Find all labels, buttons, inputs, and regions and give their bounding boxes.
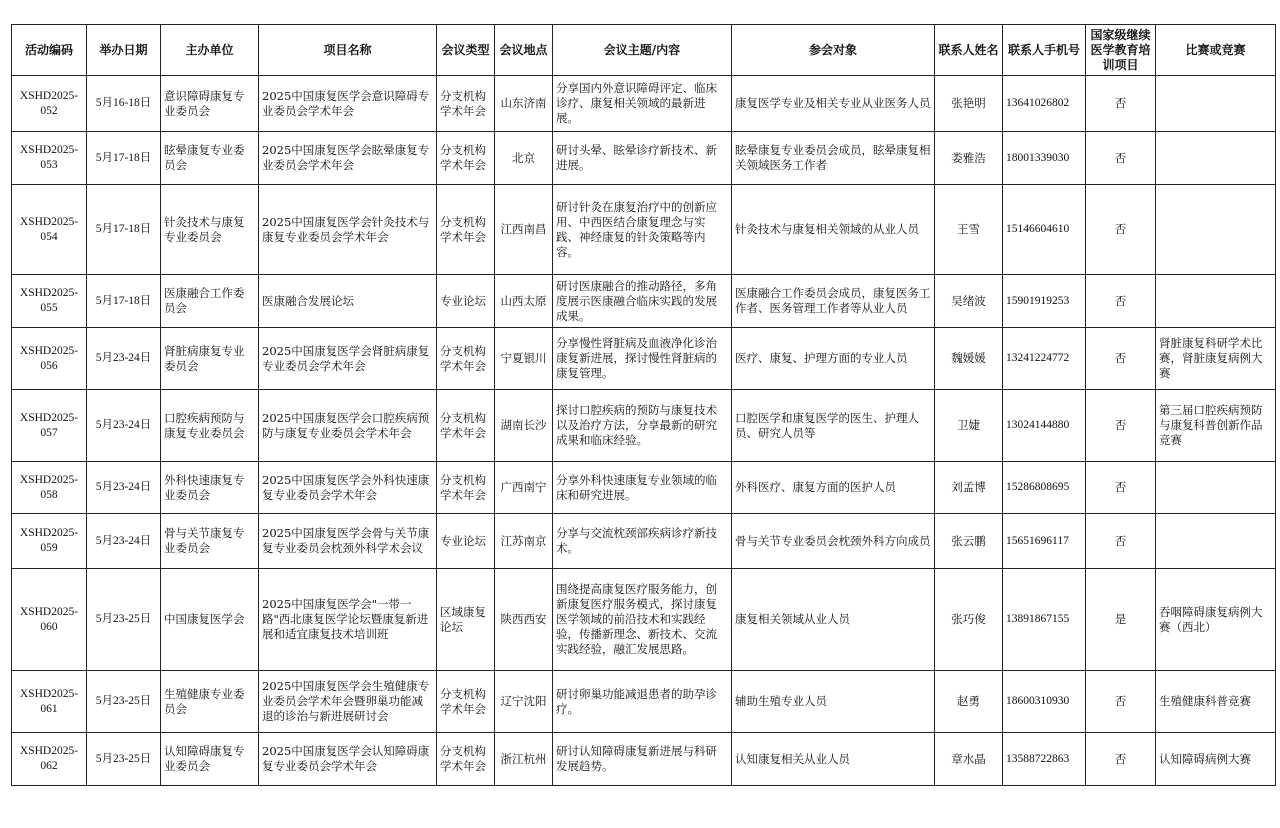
meeting-place: 辽宁沈阳 — [495, 671, 553, 733]
activity-code: XSHD2025-054 — [12, 185, 87, 275]
organizer: 医康融合工作委员会 — [161, 275, 259, 328]
meeting-place: 广西南宁 — [495, 462, 553, 514]
contest — [1156, 462, 1276, 514]
table-row — [12, 733, 1276, 786]
table-row — [12, 390, 1276, 462]
contact-name: 章水晶 — [935, 733, 1003, 786]
activity-code: XSHD2025-057 — [12, 390, 87, 462]
activity-code: XSHD2025-061 — [12, 671, 87, 733]
meeting-theme: 分享与交流枕颈部疾病诊疗新技术。 — [553, 514, 732, 569]
project-name: 2025中国康复医学会生殖健康专业委员会学术年会暨卵巢功能减退的诊治与新进展研讨会 — [259, 671, 437, 733]
header-type: 会议类型 — [437, 25, 495, 76]
meeting-theme: 研讨医康融合的推动路径，多角度展示医康融合临床实践的发展成果。 — [553, 275, 732, 328]
meeting-place: 湖南长沙 — [495, 390, 553, 462]
project-name: 2025中国康复医学会针灸技术与康复专业委员会学术年会 — [259, 185, 437, 275]
audience: 针灸技术与康复相关领域的从业人员 — [732, 185, 935, 275]
meeting-type: 分支机构学术年会 — [437, 671, 495, 733]
activity-code: XSHD2025-060 — [12, 569, 87, 671]
header-cme: 国家级继续医学教育培训项目 — [1086, 25, 1156, 76]
table-row — [12, 76, 1276, 132]
meeting-type: 分支机构学术年会 — [437, 185, 495, 275]
contact-phone: 13241224772 — [1003, 328, 1086, 390]
meeting-place: 浙江杭州 — [495, 733, 553, 786]
organizer: 中国康复医学会 — [161, 569, 259, 671]
project-name: 2025中国康复医学会"一带一路"西北康复医学论坛暨康复新进展和适宜康复技术培训班 — [259, 569, 437, 671]
contest — [1156, 185, 1276, 275]
activity-code: XSHD2025-056 — [12, 328, 87, 390]
meeting-theme: 围绕提高康复医疗服务能力，创新康复医疗服务模式，探讨康复医学领域的前沿技术和实践经验，传播新理念、新技术、交流实践经验，融汇发展思路。 — [553, 569, 732, 671]
contest — [1156, 132, 1276, 185]
cme-flag: 否 — [1086, 671, 1156, 733]
contest: 肾脏康复科研学术比赛，肾脏康复病例大赛 — [1156, 328, 1276, 390]
cme-flag: 否 — [1086, 514, 1156, 569]
audience: 骨与关节专业委员会枕颈外科方向成员 — [732, 514, 935, 569]
organizer: 认知障碍康复专业委员会 — [161, 733, 259, 786]
meeting-type: 分支机构学术年会 — [437, 76, 495, 132]
table-row — [12, 671, 1276, 733]
contest: 吞咽障碍康复病例大赛（西北） — [1156, 569, 1276, 671]
event-date: 5月17-18日 — [87, 185, 161, 275]
header-organizer: 主办单位 — [161, 25, 259, 76]
header-theme: 会议主题/内容 — [553, 25, 732, 76]
cme-flag: 否 — [1086, 275, 1156, 328]
organizer: 意识障碍康复专业委员会 — [161, 76, 259, 132]
table-row — [12, 275, 1276, 328]
event-date: 5月23-25日 — [87, 671, 161, 733]
header-contact: 联系人姓名 — [935, 25, 1003, 76]
contact-name: 卫婕 — [935, 390, 1003, 462]
audience: 医疗、康复、护理方面的专业人员 — [732, 328, 935, 390]
meeting-type: 分支机构学术年会 — [437, 132, 495, 185]
organizer: 生殖健康专业委员会 — [161, 671, 259, 733]
event-date: 5月23-25日 — [87, 733, 161, 786]
contact-phone: 18600310930 — [1003, 671, 1086, 733]
meeting-place: 陕西西安 — [495, 569, 553, 671]
project-name: 2025中国康复医学会肾脏病康复专业委员会学术年会 — [259, 328, 437, 390]
cme-flag: 是 — [1086, 569, 1156, 671]
project-name: 医康融合发展论坛 — [259, 275, 437, 328]
audience: 康复医学专业及相关专业从业医务人员 — [732, 76, 935, 132]
meeting-theme: 研讨认知障碍康复新进展与科研发展趋势。 — [553, 733, 732, 786]
audience: 康复相关领域从业人员 — [732, 569, 935, 671]
project-name: 2025中国康复医学会认知障碍康复专业委员会学术年会 — [259, 733, 437, 786]
header-date: 举办日期 — [87, 25, 161, 76]
contest: 第三届口腔疾病预防与康复科普创新作品竞赛 — [1156, 390, 1276, 462]
table-header-row — [12, 25, 1276, 76]
meeting-type: 分支机构学术年会 — [437, 733, 495, 786]
audience: 医康融合工作委员会成员，康复医务工作者、医务管理工作者等从业人员 — [732, 275, 935, 328]
meeting-type: 区域康复论坛 — [437, 569, 495, 671]
event-date: 5月23-24日 — [87, 390, 161, 462]
contest — [1156, 76, 1276, 132]
cme-flag: 否 — [1086, 132, 1156, 185]
project-name: 2025中国康复医学会意识障碍专业委员会学术年会 — [259, 76, 437, 132]
contact-phone: 13588722863 — [1003, 733, 1086, 786]
contact-name: 刘孟博 — [935, 462, 1003, 514]
contact-phone: 15651696117 — [1003, 514, 1086, 569]
header-project: 项目名称 — [259, 25, 437, 76]
meeting-place: 江西南昌 — [495, 185, 553, 275]
contact-name: 张艳明 — [935, 76, 1003, 132]
organizer: 眩晕康复专业委员会 — [161, 132, 259, 185]
meeting-type: 专业论坛 — [437, 514, 495, 569]
audience: 口腔医学和康复医学的医生、护理人员、研究人员等 — [732, 390, 935, 462]
event-date: 5月16-18日 — [87, 76, 161, 132]
table-row — [12, 328, 1276, 390]
organizer: 骨与关节康复专业委员会 — [161, 514, 259, 569]
event-schedule-table — [11, 24, 1276, 786]
meeting-theme: 探讨口腔疾病的预防与康复技术以及治疗方法，分享最新的研究成果和临床经验。 — [553, 390, 732, 462]
audience: 外科医疗、康复方面的医护人员 — [732, 462, 935, 514]
event-date: 5月23-25日 — [87, 569, 161, 671]
header-place: 会议地点 — [495, 25, 553, 76]
project-name: 2025中国康复医学会外科快速康复专业委员会学术年会 — [259, 462, 437, 514]
contact-name: 张巧俊 — [935, 569, 1003, 671]
contact-name: 王雪 — [935, 185, 1003, 275]
table-row — [12, 132, 1276, 185]
contact-name: 赵勇 — [935, 671, 1003, 733]
activity-code: XSHD2025-062 — [12, 733, 87, 786]
contact-name: 魏媛媛 — [935, 328, 1003, 390]
meeting-theme: 分享国内外意识障碍评定、临床诊疗、康复相关领域的最新进展。 — [553, 76, 732, 132]
activity-code: XSHD2025-053 — [12, 132, 87, 185]
contest — [1156, 514, 1276, 569]
meeting-place: 江苏南京 — [495, 514, 553, 569]
project-name: 2025中国康复医学会眩晕康复专业委员会学术年会 — [259, 132, 437, 185]
table-row — [12, 185, 1276, 275]
cme-flag: 否 — [1086, 733, 1156, 786]
audience: 认知康复相关从业人员 — [732, 733, 935, 786]
organizer: 外科快速康复专业委员会 — [161, 462, 259, 514]
contact-phone: 13641026802 — [1003, 76, 1086, 132]
meeting-type: 分支机构学术年会 — [437, 328, 495, 390]
contact-name: 吴绪波 — [935, 275, 1003, 328]
meeting-theme: 分享慢性肾脏病及血液净化诊治康复新进展，探讨慢性肾脏病的康复管理。 — [553, 328, 732, 390]
contact-name: 张云鹏 — [935, 514, 1003, 569]
organizer: 肾脏病康复专业委员会 — [161, 328, 259, 390]
table-body — [12, 76, 1276, 786]
contest: 生殖健康科普竞赛 — [1156, 671, 1276, 733]
event-date: 5月23-24日 — [87, 462, 161, 514]
cme-flag: 否 — [1086, 185, 1156, 275]
contact-name: 娄雅浩 — [935, 132, 1003, 185]
activity-code: XSHD2025-055 — [12, 275, 87, 328]
activity-code: XSHD2025-059 — [12, 514, 87, 569]
contact-phone: 15901919253 — [1003, 275, 1086, 328]
event-date: 5月17-18日 — [87, 275, 161, 328]
meeting-type: 分支机构学术年会 — [437, 390, 495, 462]
event-date: 5月23-24日 — [87, 328, 161, 390]
meeting-theme: 研讨针灸在康复治疗中的创新应用、中西医结合康复理念与实践、神经康复的针灸策略等内容。 — [553, 185, 732, 275]
contact-phone: 18001339030 — [1003, 132, 1086, 185]
table-row — [12, 569, 1276, 671]
project-name: 2025中国康复医学会口腔疾病预防与康复专业委员会学术年会 — [259, 390, 437, 462]
table-row — [12, 462, 1276, 514]
cme-flag: 否 — [1086, 390, 1156, 462]
organizer: 针灸技术与康复专业委员会 — [161, 185, 259, 275]
contest — [1156, 275, 1276, 328]
contact-phone: 13024144880 — [1003, 390, 1086, 462]
contact-phone: 13891867155 — [1003, 569, 1086, 671]
meeting-theme: 研讨卵巢功能减退患者的助孕诊疗。 — [553, 671, 732, 733]
activity-code: XSHD2025-058 — [12, 462, 87, 514]
meeting-place: 山东济南 — [495, 76, 553, 132]
meeting-theme: 分享外科快速康复专业领域的临床和研究进展。 — [553, 462, 732, 514]
header-contest: 比赛或竞赛 — [1156, 25, 1276, 76]
cme-flag: 否 — [1086, 76, 1156, 132]
organizer: 口腔疾病预防与康复专业委员会 — [161, 390, 259, 462]
contact-phone: 15146604610 — [1003, 185, 1086, 275]
event-date: 5月23-24日 — [87, 514, 161, 569]
activity-code: XSHD2025-052 — [12, 76, 87, 132]
project-name: 2025中国康复医学会骨与关节康复专业委员会枕颈外科学术会议 — [259, 514, 437, 569]
meeting-place: 北京 — [495, 132, 553, 185]
meeting-type: 专业论坛 — [437, 275, 495, 328]
meeting-place: 宁夏银川 — [495, 328, 553, 390]
meeting-type: 分支机构学术年会 — [437, 462, 495, 514]
header-phone: 联系人手机号 — [1003, 25, 1086, 76]
contest: 认知障碍病例大赛 — [1156, 733, 1276, 786]
audience: 辅助生殖专业人员 — [732, 671, 935, 733]
meeting-place: 山西太原 — [495, 275, 553, 328]
header-audience: 参会对象 — [732, 25, 935, 76]
contact-phone: 15286808695 — [1003, 462, 1086, 514]
cme-flag: 否 — [1086, 462, 1156, 514]
event-date: 5月17-18日 — [87, 132, 161, 185]
cme-flag: 否 — [1086, 328, 1156, 390]
meeting-theme: 研讨头晕、眩晕诊疗新技术、新进展。 — [553, 132, 732, 185]
table-row — [12, 514, 1276, 569]
audience: 眩晕康复专业委员会成员，眩晕康复相关领域医务工作者 — [732, 132, 935, 185]
header-code: 活动编码 — [12, 25, 87, 76]
